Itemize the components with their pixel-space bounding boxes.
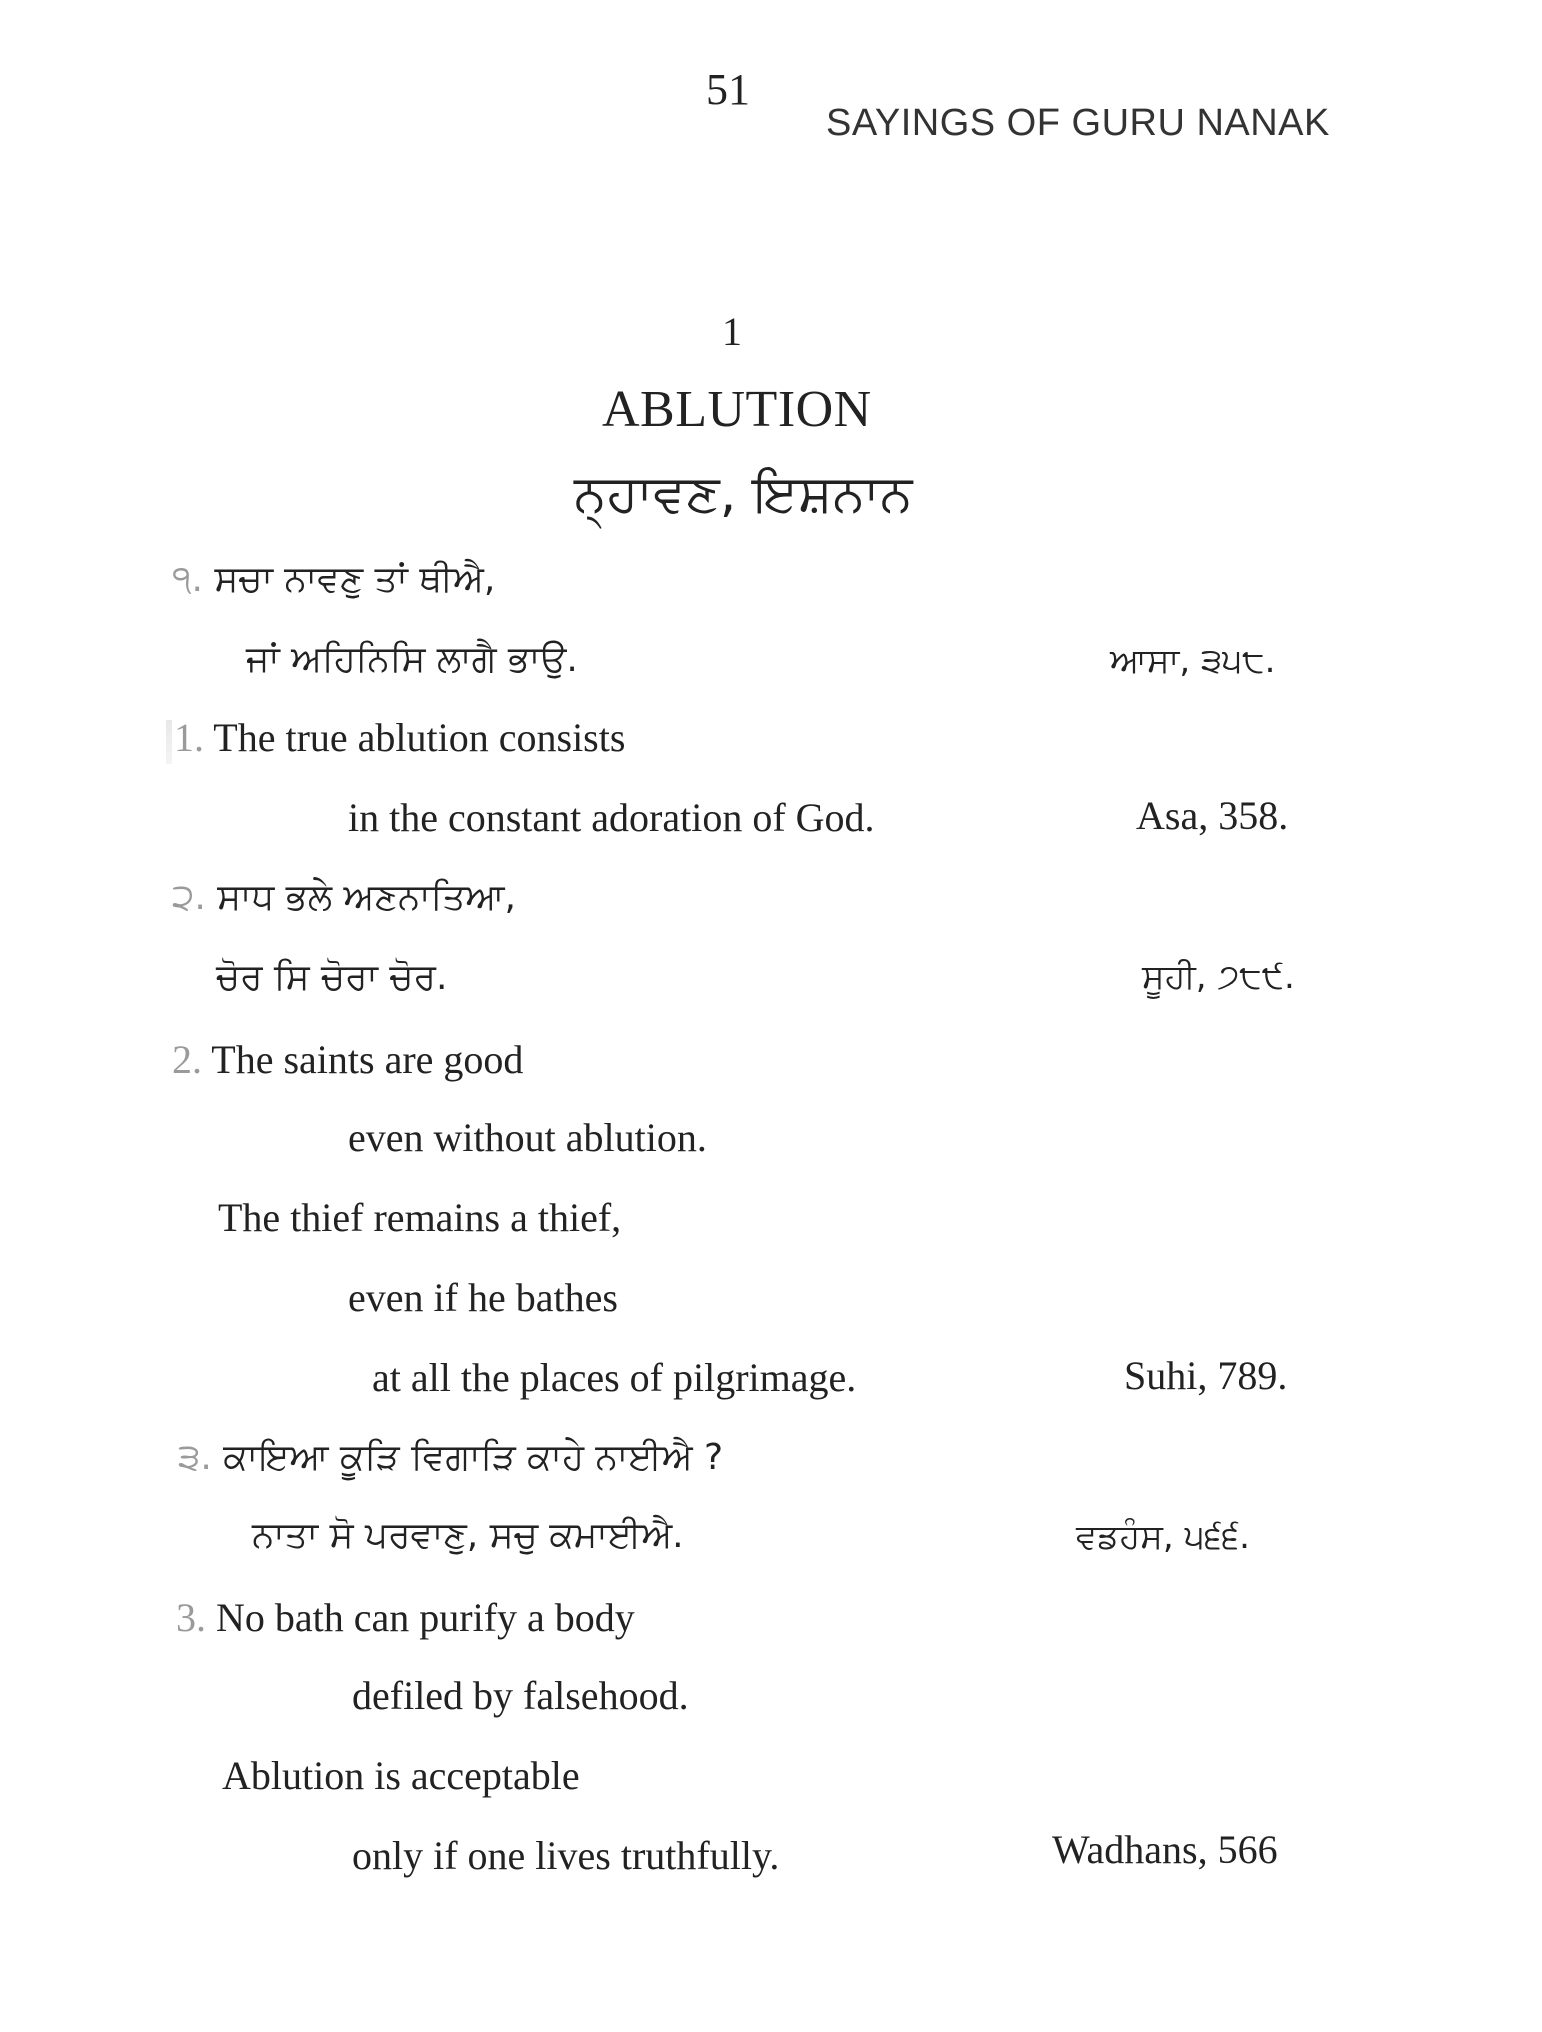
verse-1-english-line-1: 1. The true ablution consists — [166, 718, 625, 764]
verse-3-punjabi-reference: ਵਡਹੰਸ, ੫੬੬. — [1076, 1517, 1250, 1557]
verse-3-english-line-3: Ablution is acceptable — [222, 1753, 580, 1798]
verse-2-punjabi-reference: ਸੂਹੀ, ੭੮੯. — [1142, 957, 1295, 997]
chapter-title: ABLUTION — [602, 381, 872, 438]
scan-mark — [166, 720, 172, 764]
verse-number: ੨. — [172, 877, 206, 918]
verse-number: 2. — [172, 1037, 202, 1082]
verse-1-english-reference: Asa, 358. — [1136, 793, 1289, 838]
verse-3-english-line-1: 3. No bath can purify a body — [176, 1595, 635, 1640]
chapter-title-punjabi: ਨ੍ਹਾਵਣ, ਇਸ਼ਨਾਨ — [574, 464, 913, 524]
verse-number: 3. — [176, 1595, 206, 1640]
running-title: SAYINGS OF GURU NANAK — [826, 102, 1330, 144]
verse-2-english-line-4: even if he bathes — [348, 1275, 618, 1320]
verse-3-punjabi-line-2: ਨਾਤਾ ਸੋ ਪਰਵਾਣੁ, ਸਚੁ ਕਮਾਈਐ. — [252, 1515, 684, 1556]
verse-1-english-line-2: in the constant adoration of God. — [348, 795, 875, 840]
verse-1-punjabi-line-1: ੧. ਸਚਾ ਨਾਵਣੁ ਤਾਂ ਥੀਐ, — [172, 559, 496, 600]
verse-2-english-line-1: 2. The saints are good — [172, 1037, 524, 1082]
verse-2-punjabi-line-2: ਚੋਰ ਸਿ ਚੋਰਾ ਚੋਰ. — [216, 957, 448, 998]
verse-3-english-reference: Wadhans, 566 — [1052, 1827, 1278, 1872]
verse-number: 1. — [174, 715, 204, 760]
verse-1-punjabi-line-2: ਜਾਂ ਅਹਿਨਿਸਿ ਲਾਗੈ ਭਾਉ. — [246, 639, 578, 680]
verse-3-english-line-4: only if one lives truthfully. — [352, 1833, 780, 1878]
verse-3-english-line-2: defiled by falsehood. — [352, 1673, 689, 1718]
verse-1-punjabi-reference: ਆਸਾ, ੩੫੮. — [1110, 641, 1276, 681]
verse-number: ੩. — [178, 1437, 212, 1478]
chapter-number: 1 — [722, 309, 742, 354]
verse-number: ੧. — [172, 559, 203, 600]
verse-2-english-line-5: at all the places of pilgrimage. — [372, 1355, 857, 1400]
verse-3-punjabi-line-1: ੩. ਕਾਇਆ ਕੂੜਿ ਵਿਗਾੜਿ ਕਾਹੇ ਨਾਈਐ ? — [178, 1437, 724, 1478]
verse-2-punjabi-line-1: ੨. ਸਾਧ ਭਲੇ ਅਣਨਾਤਿਆ, — [172, 877, 516, 918]
verse-2-english-reference: Suhi, 789. — [1124, 1353, 1288, 1398]
page-number: 51 — [706, 65, 750, 114]
verse-2-english-line-2: even without ablution. — [348, 1115, 707, 1160]
verse-2-english-line-3: The thief remains a thief, — [218, 1195, 622, 1240]
